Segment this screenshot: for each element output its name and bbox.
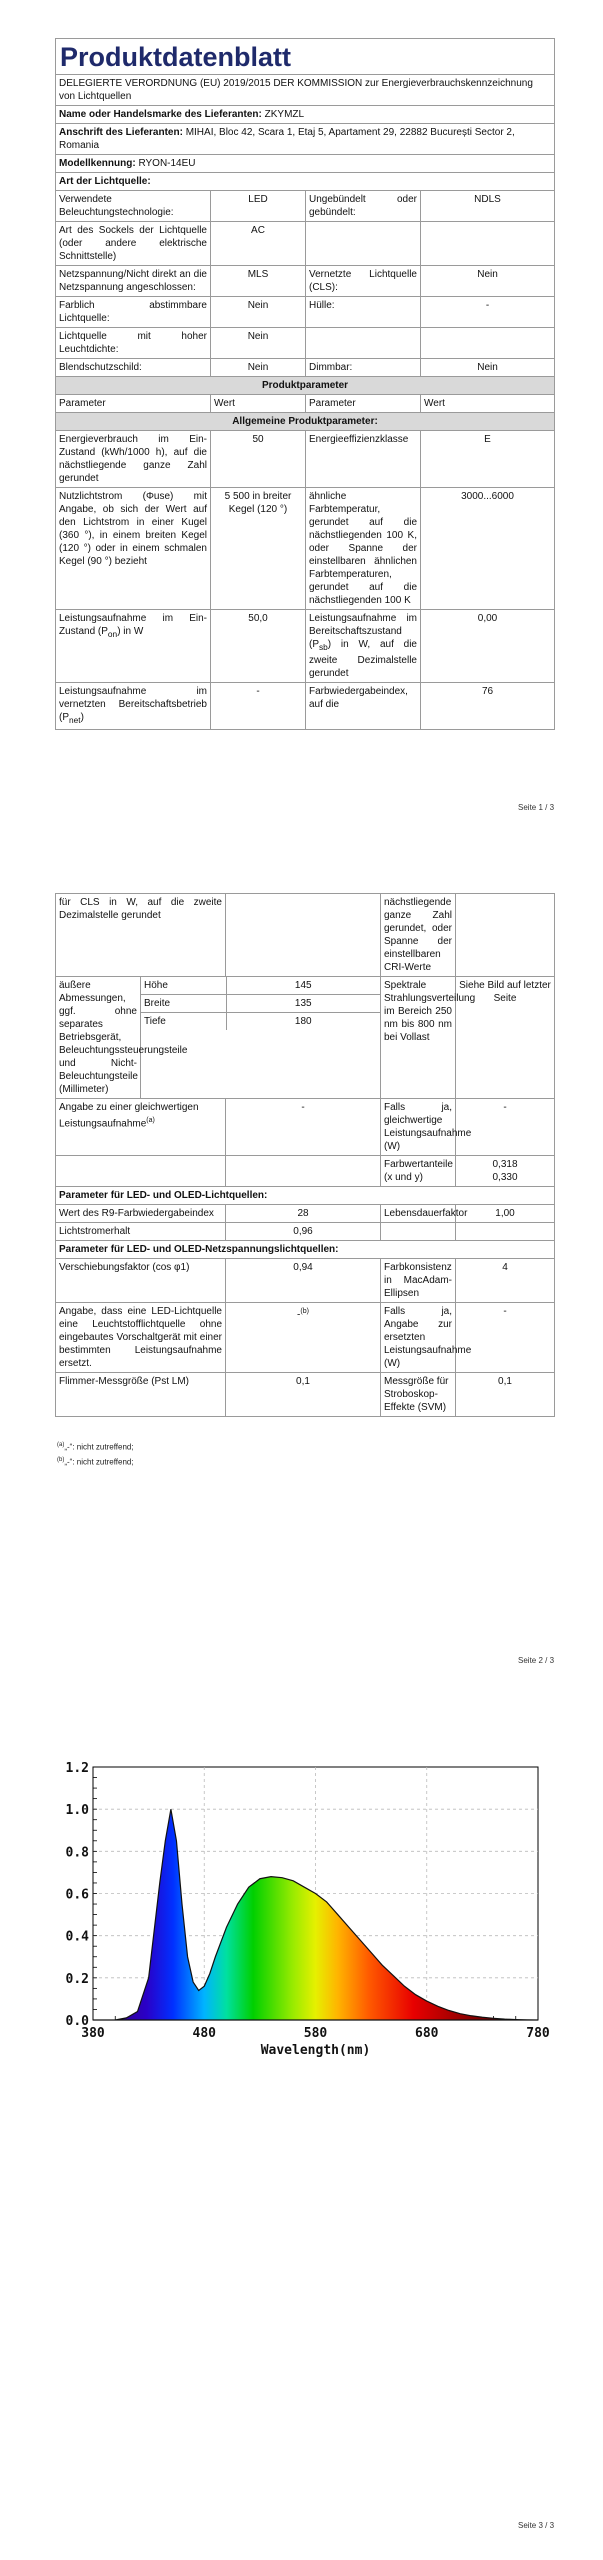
footnote-text: „-“: nicht zutreffend; [64, 1442, 134, 1452]
dim-key: Breite [141, 995, 226, 1013]
supplier-address-row [56, 124, 555, 155]
dim-key: Tiefe [141, 1013, 226, 1031]
param-label: Angabe, dass eine LED-Lichtquelle eine Leuchtstofflichtquelle ohne eingebautes Vorschaltgerät mit einer bestimmten Leistungsaufnahme ersetzt. [56, 1303, 226, 1373]
param-value: 0,96 [226, 1223, 381, 1241]
param-label: Falls ja, gleichwertige Leistungsaufnahme (W) [381, 1099, 456, 1156]
param-value: 1,00 [456, 1205, 555, 1223]
footnote-mark: (b) [57, 1457, 65, 1463]
type-row-value: Nein [421, 359, 555, 377]
type-row-label: Art des Sockels der Lichtquelle (oder andere elektrische Schnittstelle) [56, 222, 211, 266]
x-tick-label: 680 [415, 2026, 439, 2041]
param-label: Energieverbrauch im Ein-Zustand (kWh/1000 h), auf die nächstliegende ganze Zahl gerundet [56, 431, 211, 488]
y-tick-label: 0.8 [65, 1845, 89, 1861]
param-label-sub: on [107, 629, 118, 639]
x-tick-label: 580 [303, 2026, 328, 2041]
type-row-label: Vernetzte Lichtquelle (CLS): [306, 266, 421, 297]
plot-area [66, 1761, 550, 2058]
param-value [226, 894, 381, 977]
param-value: 3000...6000 [421, 488, 555, 610]
param-label-text: ) in W [117, 626, 144, 637]
type-row-value [421, 222, 555, 266]
type-row-label [306, 222, 421, 266]
param-value: - [211, 683, 306, 730]
param-label-text: ) in W, auf die zweite Dezimalstelle gerundet [309, 639, 417, 679]
param-value [226, 1303, 381, 1373]
col-header-value: Wert [421, 395, 555, 413]
dimensions-table [141, 977, 380, 1030]
dimensions-label: äußere Abmessungen, ggf. ohne separates Betriebsgerät, Beleuchtungssteuerungsteile und Nicht-Beleuchtungsteile (Millimeter) [56, 977, 141, 1099]
dim-value: 135 [226, 995, 380, 1013]
supplier-address-label: Anschrift des Lieferanten: [59, 127, 183, 138]
param-value: 0,94 [226, 1259, 381, 1303]
param-label: Lichtstromerhalt [56, 1223, 226, 1241]
param-value: 76 [421, 683, 555, 730]
param-label-sub: net [69, 715, 81, 725]
y-tick-label: 1.0 [65, 1803, 89, 1819]
param-label: Nutzlichtstrom (Φuse) mit Angabe, ob sich der Wert auf den Lichtstrom in einer Kugel (360 °), in einem breiten Kegel (120 °) oder in einem schmalen Kegel (90 °) bezieht [56, 488, 211, 610]
supplier-address: MIHAI, Bloc 42, Scara 1, Etaj 5, Apartament 29, 22882 București Sector 2, Romania [59, 127, 515, 151]
dim-key: Höhe [141, 977, 226, 995]
param-label [56, 1099, 226, 1156]
param-label: Verschiebungsfaktor (cos φ1) [56, 1259, 226, 1303]
param-label: ähnliche Farbtemperatur, gerundet auf die nächstliegenden 100 K, oder Spanne der einstellbaren ähnlichen Farbtemperaturen, gerundet auf die nächstliegenden 100 K [306, 488, 421, 610]
type-row-value: NDLS [421, 191, 555, 222]
general-params-heading: Allgemeine Produktparameter: [56, 413, 555, 431]
y-tick-label: 0.0 [65, 2014, 89, 2029]
param-value [226, 1156, 381, 1187]
type-row-value: Nein [211, 328, 306, 359]
model-id: RYON-14EU [138, 158, 196, 169]
product-sheet-table-2 [55, 893, 555, 1417]
param-value: 50,0 [211, 610, 306, 683]
param-label [56, 1156, 226, 1187]
param-label: Spektrale Strahlungsverteilung im Bereich 250 nm bis 800 nm bei Vollast [381, 977, 456, 1099]
param-value: 0,1 [226, 1373, 381, 1417]
spectrum-chart [55, 1755, 560, 2060]
x-axis-label: Wavelength(nm) [260, 2043, 371, 2058]
param-value: 28 [226, 1205, 381, 1223]
footnote-text: „-“: nicht zutreffend; [64, 1457, 134, 1467]
regulation-text: DELEGIERTE VERORDNUNG (EU) 2019/2015 DER KOMMISSION zur Energieverbrauchskennzeichnung von Lichtquellen [56, 75, 555, 106]
type-row-label [306, 328, 421, 359]
param-label: Wert des R9-Farbwiedergabeindex [56, 1205, 226, 1223]
param-label-text: ) [80, 712, 84, 723]
supplier-name: ZKYMZL [264, 109, 305, 120]
type-row-value: AC [211, 222, 306, 266]
type-row-label: Lichtquelle mit hoher Leuchtdichte: [56, 328, 211, 359]
param-label: Falls ja, Angabe zur ersetzten Leistungsaufnahme (W) [381, 1303, 456, 1373]
type-row-label: Verwendete Beleuchtungstechnologie: [56, 191, 211, 222]
col-header-parameter: Parameter [306, 395, 421, 413]
y-tick-label: 0.6 [65, 1887, 89, 1903]
param-value: - [456, 1303, 555, 1373]
col-header-value: Wert [211, 395, 306, 413]
param-label: Lebensdauerfaktor [381, 1205, 456, 1223]
footnote-mark: (a) [57, 1442, 65, 1448]
led-params-heading: Parameter für LED- und OLED-Lichtquellen: [56, 1187, 555, 1205]
model-label: Modellkennung: [59, 158, 136, 169]
dimensions-cell [141, 977, 381, 1099]
param-label [56, 683, 211, 730]
footnote-ref: (a) [146, 1117, 155, 1124]
x-tick-label: 380 [81, 2026, 105, 2041]
supplier-name-row [56, 106, 555, 124]
param-label [381, 1223, 456, 1241]
param-label: Messgröße für Stroboskop-Effekte (SVM) [381, 1373, 456, 1417]
type-row-label: Blendschutzschild: [56, 359, 211, 377]
param-label: für CLS in W, auf die zweite Dezimalstelle gerundet [56, 894, 226, 977]
param-label: nächstliegende ganze Zahl gerundet, oder Spanne der einstellbaren CRI-Werte [381, 894, 456, 977]
page-number: Seite 2 / 3 [518, 1656, 555, 1665]
type-row-label: Hülle: [306, 297, 421, 328]
param-label-text: Angabe zu einer gleichwertigen Leistungsaufnahme [59, 1102, 199, 1130]
y-tick-label: 0.4 [65, 1929, 89, 1945]
param-label [306, 610, 421, 683]
param-value: 0,00 [421, 610, 555, 683]
param-label-sub: sb [319, 642, 328, 652]
chroma-y: 0,330 [492, 1172, 518, 1183]
param-label-text: Leistungsaufnahme im vernetzten Bereitschaftsbetrieb (P [59, 686, 207, 723]
y-tick-label: 1.2 [65, 1761, 89, 1776]
param-value: 0,1 [456, 1373, 555, 1417]
product-sheet-table-1 [55, 38, 555, 730]
page-2 [55, 893, 554, 1417]
type-row-value: Nein [421, 266, 555, 297]
param-value [456, 894, 555, 977]
col-header-parameter: Parameter [56, 395, 211, 413]
param-value: 50 [211, 431, 306, 488]
mains-params-heading: Parameter für LED- und OLED-Netzspannungslichtquellen: [56, 1241, 555, 1259]
page-1 [55, 38, 554, 730]
product-params-heading: Produktparameter [56, 377, 555, 395]
footnote-a [57, 1442, 134, 1452]
type-row-value: Nein [211, 297, 306, 328]
param-label: Farbwertanteile (x und y) [381, 1156, 456, 1187]
footnote-b [57, 1457, 134, 1467]
footnote-ref: (b) [300, 1308, 309, 1315]
type-row-label: Ungebündelt oder gebündelt: [306, 191, 421, 222]
type-row-label: Netzspannung/Nicht direkt an die Netzspannung angeschlossen: [56, 266, 211, 297]
param-value [456, 1156, 555, 1187]
param-value: Siehe Bild auf letzter Seite [456, 977, 555, 1099]
type-row-label: Farblich abstimmbare Lichtquelle: [56, 297, 211, 328]
type-row-value: LED [211, 191, 306, 222]
param-value [456, 1223, 555, 1241]
type-row-value [421, 328, 555, 359]
supplier-name-label: Name oder Handelsmarke des Lieferanten: [59, 109, 262, 120]
dim-value: 180 [226, 1013, 380, 1031]
type-row-label: Dimmbar: [306, 359, 421, 377]
param-value-text: - [297, 1309, 301, 1321]
type-row-value: MLS [211, 266, 306, 297]
model-row [56, 155, 555, 173]
param-value: E [421, 431, 555, 488]
type-row-value: - [421, 297, 555, 328]
x-tick-label: 780 [526, 2026, 550, 2041]
param-label-text: Leistungsaufnahme im Bereitschaftszustand (P [309, 613, 417, 650]
param-value: - [226, 1099, 381, 1156]
type-label: Art der Lichtquelle: [56, 173, 555, 191]
param-label [56, 610, 211, 683]
param-value: 4 [456, 1259, 555, 1303]
dim-value: 145 [226, 977, 380, 995]
page-number: Seite 1 / 3 [518, 803, 555, 812]
chroma-x: 0,318 [492, 1159, 518, 1170]
param-label: Farbkonsistenz in MacAdam-Ellipsen [381, 1259, 456, 1303]
param-label: Energieeffizienzklasse [306, 431, 421, 488]
type-row-value: Nein [211, 359, 306, 377]
param-label: Farbwiedergabeindex, auf die [306, 683, 421, 730]
param-value: 5 500 in breiter Kegel (120 °) [211, 488, 306, 610]
param-value: - [456, 1099, 555, 1156]
page-title: Produktdatenblatt [56, 39, 555, 75]
y-tick-label: 0.2 [65, 1971, 89, 1987]
param-label-text: Leistungsaufnahme im Ein-Zustand (P [59, 613, 207, 637]
page-number: Seite 3 / 3 [518, 2521, 555, 2530]
param-label: Flimmer-Messgröße (Pst LM) [56, 1373, 226, 1417]
x-tick-label: 480 [192, 2026, 216, 2041]
